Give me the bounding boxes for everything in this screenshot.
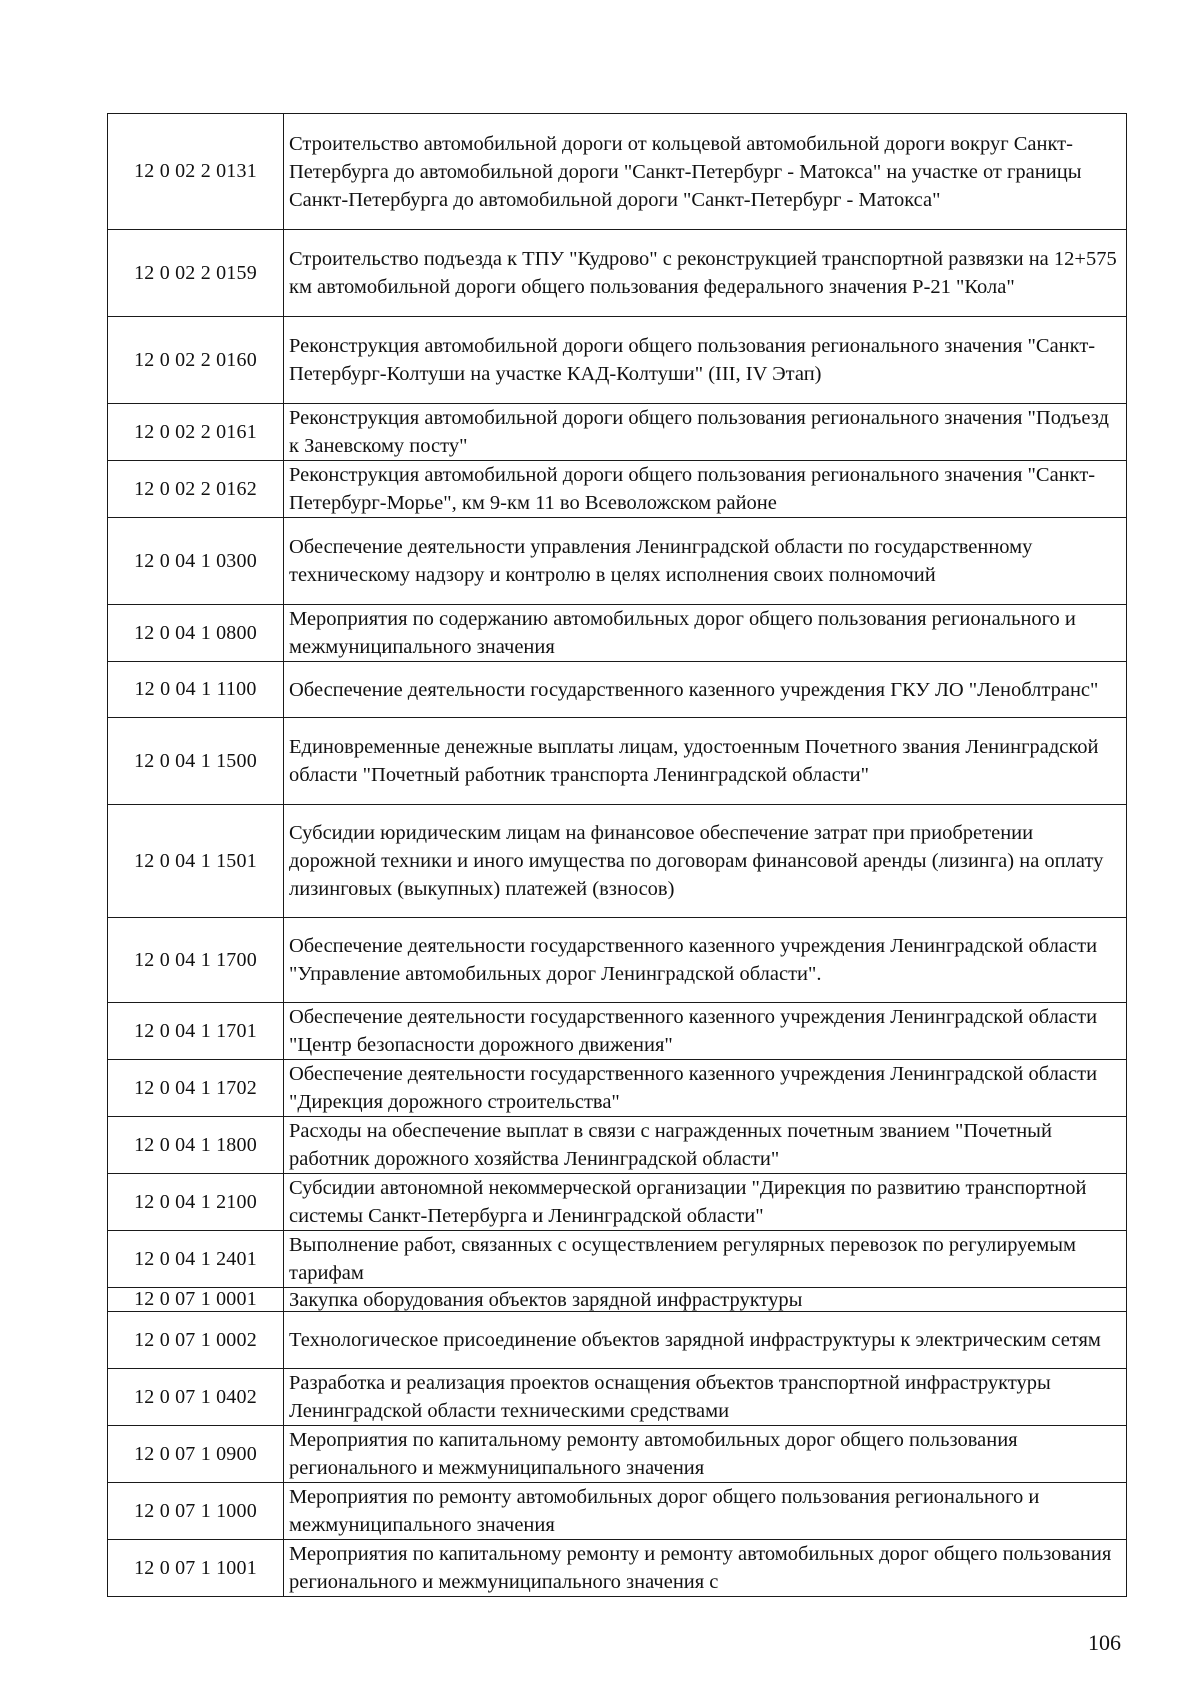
description-cell: Обеспечение деятельности государственного казенного учреждения Ленинградской области "Дирекция дорожного строительства" [284,1060,1127,1117]
table-row [108,1117,1127,1174]
description-cell: Обеспечение деятельности управления Ленинградской области по государственному техническому надзору и контролю в целях исполнения своих полномочий [284,518,1127,605]
description-cell: Мероприятия по капитальному ремонту и ремонту автомобильных дорог общего пользования регионального и межмуниципального значения с [284,1540,1127,1597]
code-cell: 12 0 04 1 1800 [108,1117,284,1174]
code-cell: 12 0 04 1 1700 [108,918,284,1003]
code-cell: 12 0 02 2 0162 [108,461,284,518]
table-row [108,1003,1127,1060]
table-row [108,718,1127,805]
description-cell: Обеспечение деятельности государственного казенного учреждения ГКУ ЛО "Леноблтранс" [284,662,1127,718]
table-row [108,1369,1127,1426]
table-row [108,230,1127,317]
code-cell: 12 0 07 1 0002 [108,1312,284,1369]
description-cell: Мероприятия по капитальному ремонту автомобильных дорог общего пользования регионального и межмуниципального значения [284,1426,1127,1483]
code-cell: 12 0 04 1 1500 [108,718,284,805]
description-cell: Разработка и реализация проектов оснащения объектов транспортной инфраструктуры Ленинградской области техническими средствами [284,1369,1127,1426]
code-cell: 12 0 04 1 0300 [108,518,284,605]
code-cell: 12 0 07 1 1000 [108,1483,284,1540]
description-cell: Реконструкция автомобильной дороги общего пользования регионального значения "Подъезд к Заневскому посту" [284,404,1127,461]
table-row [108,114,1127,230]
table-row [108,518,1127,605]
code-cell: 12 0 07 1 1001 [108,1540,284,1597]
table-body [108,114,1127,1597]
budget-codes-table [107,113,1127,1597]
code-cell: 12 0 02 2 0159 [108,230,284,317]
table-row [108,1312,1127,1369]
code-cell: 12 0 04 1 1501 [108,805,284,918]
code-cell: 12 0 04 1 2401 [108,1231,284,1288]
description-cell: Мероприятия по содержанию автомобильных дорог общего пользования регионального и межмуниципального значения [284,605,1127,662]
description-cell: Закупка оборудования объектов зарядной инфраструктуры [284,1288,1127,1312]
description-cell: Единовременные денежные выплаты лицам, удостоенным Почетного звания Ленинградской области "Почетный работник транспорта Ленинградской области" [284,718,1127,805]
code-cell: 12 0 04 1 1100 [108,662,284,718]
code-cell: 12 0 07 1 0001 [108,1288,284,1312]
table-row [108,317,1127,404]
table-row [108,805,1127,918]
table-row [108,1483,1127,1540]
table-row [108,404,1127,461]
description-cell: Строительство автомобильной дороги от кольцевой автомобильной дороги вокруг Санкт-Петербурга до автомобильной дороги "Санкт-Петербург - Матокса" на участке от границы Санкт-Петербурга до автомобильной дороги "Санкт-Петербург - Матокса" [284,114,1127,230]
description-cell: Расходы на обеспечение выплат в связи с награжденных почетным званием "Почетный работник дорожного хозяйства Ленинградской области" [284,1117,1127,1174]
description-cell: Выполнение работ, связанных с осуществлением регулярных перевозок по регулируемым тарифам [284,1231,1127,1288]
code-cell: 12 0 07 1 0900 [108,1426,284,1483]
code-cell: 12 0 04 1 1702 [108,1060,284,1117]
code-cell: 12 0 07 1 0402 [108,1369,284,1426]
table-row [108,1426,1127,1483]
code-cell: 12 0 04 1 0800 [108,605,284,662]
table-row [108,1174,1127,1231]
code-cell: 12 0 04 1 1701 [108,1003,284,1060]
description-cell: Обеспечение деятельности государственного казенного учреждения Ленинградской области "Управление автомобильных дорог Ленинградской области". [284,918,1127,1003]
description-cell: Обеспечение деятельности государственного казенного учреждения Ленинградской области "Центр безопасности дорожного движения" [284,1003,1127,1060]
page-number: 106 [1088,1630,1121,1655]
code-cell: 12 0 02 2 0160 [108,317,284,404]
code-cell: 12 0 02 2 0131 [108,114,284,230]
table-row [108,1288,1127,1312]
code-cell: 12 0 02 2 0161 [108,404,284,461]
table-row [108,1540,1127,1597]
description-cell: Субсидии автономной некоммерческой организации "Дирекция по развитию транспортной системы Санкт-Петербурга и Ленинградской области" [284,1174,1127,1231]
description-cell: Технологическое присоединение объектов зарядной инфраструктуры к электрическим сетям [284,1312,1127,1369]
table-row [108,1231,1127,1288]
table-row [108,1060,1127,1117]
description-cell: Строительство подъезда к ТПУ "Кудрово" с реконструкцией транспортной развязки на 12+575 км автомобильной дороги общего пользования федерального значения Р-21 "Кола" [284,230,1127,317]
table-row [108,605,1127,662]
table-row [108,461,1127,518]
description-cell: Реконструкция автомобильной дороги общего пользования регионального значения "Санкт-Петербург-Колтуши на участке КАД-Колтуши" (III, IV Этап) [284,317,1127,404]
table-row [108,918,1127,1003]
description-cell: Реконструкция автомобильной дороги общего пользования регионального значения "Санкт-Петербург-Морье", км 9-км 11 во Всеволожском районе [284,461,1127,518]
description-cell: Мероприятия по ремонту автомобильных дорог общего пользования регионального и межмуниципального значения [284,1483,1127,1540]
code-cell: 12 0 04 1 2100 [108,1174,284,1231]
table-row [108,662,1127,718]
description-cell: Субсидии юридическим лицам на финансовое обеспечение затрат при приобретении дорожной техники и иного имущества по договорам финансовой аренды (лизинга) на оплату лизинговых (выкупных) платежей (взносов) [284,805,1127,918]
